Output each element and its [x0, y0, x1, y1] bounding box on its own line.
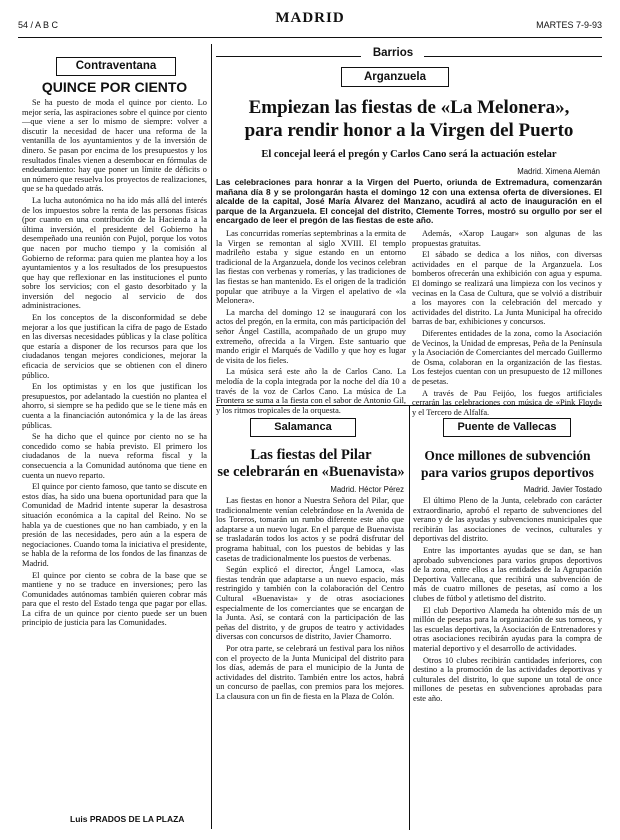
paragraph: Por otra parte, se celebrará un festival para los niños con el proyecto de la Junta Municipal del distrito para los días, además de para el municipio de la Junta de actividades del distrito. También entre los actos, habrá un concurso de paellas, con premios para los mejores. La clausura con un fin de fiesta en la Plaza de Colón. [216, 643, 404, 701]
salamanca-title-line1: Las fiestas del Pilar [250, 447, 372, 463]
arganzuela-col2 [412, 229, 602, 417]
salamanca-label: Salamanca [250, 418, 356, 437]
paragraph: El club Deportivo Alameda ha obtenido más de un millón de pesetas para la organización de sus torneos, y las escuelas deportivas, la Asociación de Entrenadores y otras asociaciones recibirán ayudas para la compra de material deportivo y el desarrollo de actividades. [413, 605, 602, 653]
paragraph: El último Pleno de la Junta, celebrado con carácter extraordinario, aprobó el reparto de subvenciones del verano y de las ayudas y subvenciones municipales que recibirán las asociaciones de vecinos, culturales y deportivas del distrito. [413, 496, 602, 544]
paragraph: A través de Pau Feijóo, los fuegos artificiales cerrarán las celebraciones con música de «Pink Floyd» y el Tercero de Alfalfa. [412, 388, 602, 417]
vallecas-title-line1: Once millones de subvención [424, 448, 591, 463]
arganzuela-title-line2: para rendir honor a la Virgen del Puerto [244, 120, 574, 141]
paragraph: Según explicó el director, Ángel Lamoca, «las fiestas tendrán que adaptarse a un nuevo espacio, más restringido y también con la colaboración del Centro Cultural «Buenavista» y de otras asociaciones especialmente de los comerciantes que se encargan de la Junta. Así, se contará con la participación de las peñas del distrito, y de grupos de teatro y actividades diversas con concursos de distrito, Javier Chamorro. [216, 565, 404, 642]
barrios-rule-right [424, 56, 602, 57]
page-label: 54 / A B C [18, 20, 59, 30]
arganzuela-subtitle: El concejal leerá el pregón y Carlos Cano será la actuación estelar [261, 149, 557, 160]
paragraph: Las fiestas en honor a Nuestra Señora del Pilar, que tradicionalmente venían celebrándose en la Avenida de los Toreros, tomarán un rumbo diferente este año que adaptarse a un nuevo lugar. En el parque de Buenavista se trasladarán todos los actos y se podrá disfrutar del programa habitual, con los puestos de bebidas y las casetas de tradicionalmente los puestos de verbenas. [216, 496, 404, 563]
paragraph: El quince por ciento famoso, que tanto se discute en estos días, ha sido una buena oportunidad para que la Comunidad de Madrid intente superar la desastrosa situación económica a la capital del Reino. No se habla ya de cuestiones que no han cambiado, y en la presión de las necesidades, pero aún a la espera de negociaciones. Cuando toma la iniciativa el presidente, se habla de la reforma de los fondos de las finanzas de Madrid. [22, 482, 207, 568]
paragraph: Diferentes entidades de la zona, como la Asociación de Vecinos, la Unidad de empresas, Peña de la Península y la Asociación de Comerciantes del mercado Guillermo de Osma, colaboran en la organización de las fiestas. Los festejos cuentan con un presupuesto de 12 millones de pesetas. [412, 328, 602, 386]
barrios-label: Barrios [372, 47, 414, 59]
contraventana-body [22, 98, 207, 810]
paragraph: El sábado se dedica a los niños, con diversas actividades en el parque de la Arganzuela. Los bomberos ofrecerán una exhibición con agua y espuma. El domingo se realizará una limpieza con los vecinos y vecinas en la Casa de Cultura, que se volvió a distribuir a los mayores con la celebración del mercado y actividades del distrito. La Junta Municipal ha ofrecido barras de bar, exhibiciones y concursos. [412, 250, 602, 327]
salamanca-author: Madrid. Héctor Pérez [330, 485, 404, 494]
paragraph: La lucha autonómica no ha ido más allá del interés de los impuestos sobre la renta de las personas físicas (por cuanto en una contribución de la Hacienda a la última inversión, el presidente del Gobierno ha desempeñado una reunión con Pujol, porque los votos que nacen por mucho tiempo y la comisión al Gobierno de reforma: para quien me plantea hoy a los ayuntamientos y a los resultados de los presupuestos que hay que reflexionar en las instituciones el punto sobre los servicios; con el gasto desorbitado y la inversión del negocio al servicio de dos administraciones. [22, 195, 207, 311]
issue-date: MARTES 7-9-93 [536, 20, 602, 30]
paragraph: Las concurridas romerías septembrinas a la ermita de la Virgen se remontan al siglo XVIII. El templo madrileño estaba y sigue estando en un entorno tradicional de la Arganzuela, donde los vecinos celebran las fiestas con verbenas y romerías, y las tradiciones de las fiestas se han mantenido. Es el origen de la tradición popular que atribuye a la Virgen el apelativo de «la Melonera». [216, 229, 406, 306]
column-divider [211, 44, 212, 829]
contraventana-label: Contraventana [56, 57, 176, 76]
arganzuela-label: Arganzuela [341, 67, 449, 87]
contraventana-title: QUINCE POR CIENTO [41, 79, 188, 95]
paragraph: Otros 10 clubes recibirán cantidades inferiores, con destino a la promoción de las actividades deportivas y culturales del distrito, lo que supone un total de once millones de pesetas en subvenciones aprobadas para este año. [413, 655, 602, 703]
header-rule [18, 37, 602, 38]
arganzuela-title-line1: Empiezan las fiestas de «La Melonera», [248, 97, 570, 118]
paragraph: En los optimistas y en los que justifican los presupuestos, por adelantado la cuestión no plantea el ahorro, si siempre se ha pedido que se le tiene más en cuenta a la financiación autonómica y la de las áreas públicas. [22, 382, 207, 430]
barrios-rule-left [216, 56, 361, 57]
paragraph: La marcha del domingo 12 se inaugurará con los actos del pregón, en la ermita, con más participación del señor Ángel Castilla, acompañado de un grupo muy extremeño, ofrecida a la Virgen. Este santuario que mando erigir el Marqués de Vadillo y que hoy es lugar de visita de los fieles. [216, 307, 406, 365]
vallecas-author: Madrid. Javier Tostado [523, 485, 602, 494]
page-header [18, 6, 602, 38]
salamanca-title-line2: se celebrarán en «Buenavista» [217, 464, 405, 480]
arganzuela-col1 [216, 229, 406, 415]
vallecas-label: Puente de Vallecas [443, 418, 571, 437]
salamanca-body [216, 496, 404, 834]
paragraph: Se ha puesto de moda el quince por ciento. Lo mejor sería, las aspiraciones sobre el quince por ciento —que viene a ser lo mismo de siempre: volver a discutir la necesidad de hacer una reforma de la ventanilla de los ayuntamientos y de la inversión de dinero. Se pasan por encima de los presupuestos y los resultados finales vienen a desembocar en fórmulas de endeudamiento: hay que poner un límite de déficits o un número que resuelva los proyectos de realizaciones, que se ha quedado atrás. [22, 98, 207, 194]
paragraph: Además, «Xarop Laugar» son algunas de las propuestas gratuitas. [412, 229, 602, 248]
arganzuela-lead: Las celebraciones para honrar a la Virgen del Puerto, oriunda de Extremadura, comenzarán mañana día 8 y se prolongarán hasta el domingo 12 con una extensa oferta de diversiones. El alcalde de la capital, José María Álvarez del Manzano, acudirá al acto de inauguración en el parque de la Arganzuela. El concejal del distrito, Clemente Torres, mostró su orgullo por ser el encargado de leer el pregón de las fiestas de este año. [216, 177, 602, 226]
section-title: MADRID [275, 10, 345, 26]
paragraph: En los conceptos de la disconformidad se debe mejorar a los que justifican la cifra de pago de Estado en las diversas necesidades públicas y la clase política que estaría a disponer de los recursos para que los ciudadanos tengan mejores condiciones, mejorar la eficacia de servicios que se obtienen con el dinero público. [22, 313, 207, 380]
contraventana-signature: Luis PRADOS DE LA PLAZA [70, 814, 185, 824]
paragraph: Entre las importantes ayudas que se dan, se han aprobado subvenciones para varios grupos deportivos de la zona, entre ellos a las entidades de la Agrupación Deportiva Vallecana, que recibirá una subvención de más de cuatro millones de pesetas, así como a los clubes de fútbol y atletismo del distrito. [413, 545, 602, 603]
vallecas-title [413, 447, 602, 481]
story-divider-vertical [409, 405, 410, 830]
paragraph: La música será este año la de Carlos Cano. La melodía de la copla integrada por la noche del día 10 a través de la voz de Carlos Cano. La música de La Frontera se suma a la fiesta con el sabor de Antonio Gil, y los ritmos tropicales de la orquesta. [216, 367, 406, 415]
vallecas-title-line2: para varios grupos deportivos [421, 465, 594, 480]
salamanca-title [216, 447, 406, 481]
paragraph: Se ha dicho que el quince por ciento no se ha concedido como se había previsto. El primero los ciudadanos de la nueva reforma fiscal y la consecuencia a la Comunidad autónoma que tiene en cuenta un nuevo reparto. [22, 432, 207, 480]
vallecas-body [413, 496, 602, 830]
paragraph: El quince por ciento se cobra de la base que se mantiene y no se traduce en inversiones; pero las Comunidades autónomas también quieren cobrar más para que el resto del Estado tenga que pagar por ellas. La cifra de un quince por ciento puede ser un buen principio de justicia para las Comunidades. [22, 570, 207, 628]
arganzuela-author: Madrid. Ximena Alemán [517, 167, 600, 176]
arganzuela-title [216, 96, 602, 142]
